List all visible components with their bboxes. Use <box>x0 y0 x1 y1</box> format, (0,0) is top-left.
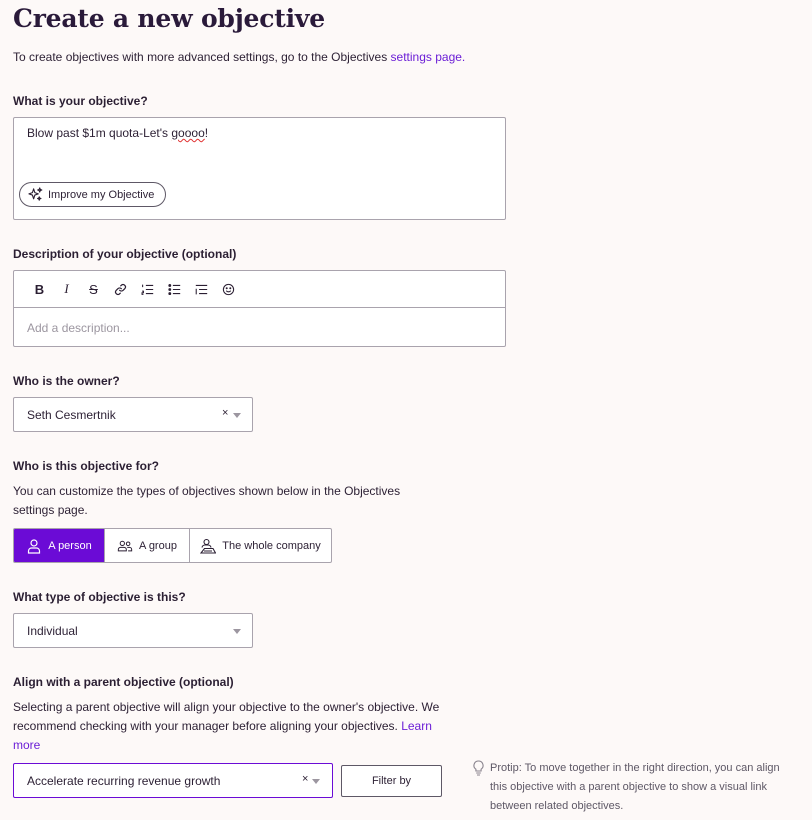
parent-objective-value: Accelerate recurring revenue growth <box>27 773 221 788</box>
audience-segmented-control <box>13 528 332 563</box>
objective-input[interactable] <box>13 117 506 220</box>
description-editor[interactable] <box>13 270 506 347</box>
filter-by-button[interactable]: Filter by <box>341 765 442 797</box>
bullet-list-icon[interactable] <box>161 279 188 299</box>
objective-value[interactable]: Blow past $1m quota-Let's goooo! <box>27 126 209 140</box>
spellcheck-word: goooo <box>171 126 205 140</box>
intro-text-body: To create objectives with more advanced settings, go to the Objectives <box>13 50 391 64</box>
person-icon <box>26 538 42 554</box>
checklist-icon[interactable] <box>188 279 215 299</box>
company-icon <box>200 538 216 554</box>
formatting-toolbar <box>14 271 505 308</box>
bold-icon[interactable]: B <box>34 281 45 297</box>
improve-objective-label: Improve my Objective <box>48 188 155 201</box>
objective-label: What is your objective? <box>13 94 148 108</box>
parent-help: Selecting a parent objective will align your objective to the owner's objective. We recommend checking with your manager before aligning your objectives. Learn more <box>13 700 440 752</box>
owner-select[interactable] <box>13 397 253 432</box>
lightbulb-icon <box>472 760 485 781</box>
strikethrough-icon[interactable]: S <box>89 281 98 297</box>
description-placeholder: Add a description... <box>27 321 130 335</box>
link-icon[interactable] <box>107 279 134 299</box>
sparkle-icon <box>28 187 43 202</box>
parent-objective-select[interactable] <box>13 763 333 798</box>
italic-icon[interactable]: I <box>64 281 69 296</box>
owner-clear-icon[interactable]: × <box>222 407 229 419</box>
emoji-icon[interactable] <box>215 279 242 299</box>
protip-text: Protip: To move together in the right direction, you can align this objective with a parent objective to show a visual link between related objectives. <box>490 762 780 812</box>
parent-label: Align with a parent objective (optional) <box>13 675 234 689</box>
intro-text <box>13 50 465 64</box>
audience-option-person[interactable]: A person <box>14 529 105 562</box>
settings-page-link[interactable]: settings page. <box>390 50 466 64</box>
audience-option-company[interactable]: The whole company <box>190 529 331 562</box>
audience-option-group[interactable]: A group <box>105 529 190 562</box>
chevron-down-icon[interactable] <box>312 779 320 784</box>
learn-more-link[interactable]: Learn more <box>13 719 432 752</box>
type-label: What type of objective is this? <box>13 590 186 604</box>
improve-objective-button[interactable] <box>19 182 166 207</box>
parent-clear-icon[interactable]: × <box>302 773 309 785</box>
type-value: Individual <box>27 623 78 638</box>
chevron-down-icon[interactable] <box>233 629 241 634</box>
group-icon <box>117 539 133 553</box>
audience-help: You can customize the types of objectives shown below in the Objectives settings page. <box>13 484 401 517</box>
owner-value: Seth Cesmertnik <box>27 407 116 422</box>
owner-label: Who is the owner? <box>13 374 120 388</box>
description-label: Description of your objective (optional) <box>13 247 237 261</box>
numbered-list-icon[interactable] <box>134 279 161 299</box>
type-select[interactable] <box>13 613 253 648</box>
audience-label: Who is this objective for? <box>13 459 160 473</box>
page-title: Create a new objective <box>13 4 325 33</box>
chevron-down-icon[interactable] <box>233 413 241 418</box>
